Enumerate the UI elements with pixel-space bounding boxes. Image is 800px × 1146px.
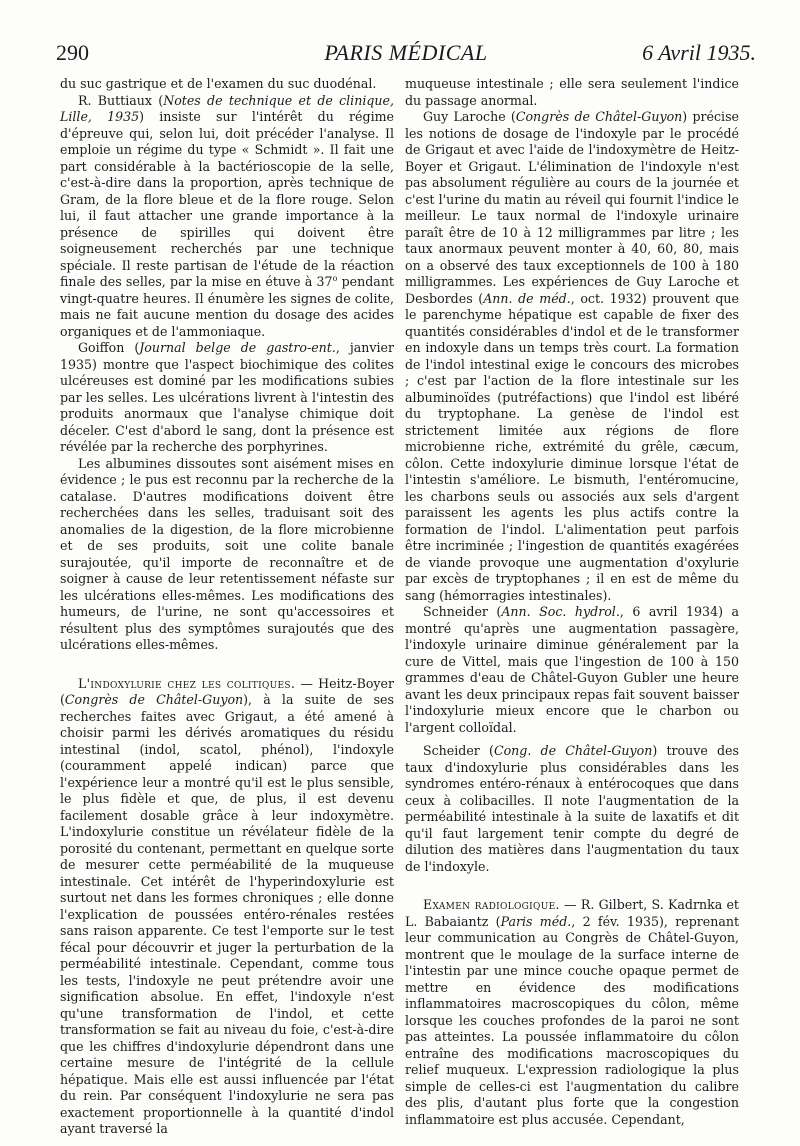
degree-sign: o — [332, 273, 338, 283]
paragraph-goiffon: Goiffon (Journal belge de gastro-ent., janvier 1935) montre que l'aspect biochimique des colites ulcéreuses est dominé par les modifications subies par les selles. Les ulcérations livrent à l'intestin des produits anormaux que l'analyse chimique doit déceler. C'est d'abord le sang, dont la présence est révélée par la recherche des porphyrines. — [60, 340, 394, 454]
paragraph-text: pendant vingt-quatre heures. Il énumère les signes de colite, mais ne fait aucune mention du dosage des acides organiques et de l'ammoniaque. — [60, 274, 394, 339]
paragraph-text: , janvier 1935) montre que l'aspect biochimique des colites ulcéreuses est dominé par les modifications subies par les selles. Les ulcérations livrent à l'intestin des produits anormaux que l'analyse chimique doit déceler. C'est d'abord le sang, dont la présence est révélée par la recherche des porphyrines. — [60, 340, 394, 454]
author-name: Schneider ( — [423, 604, 502, 619]
author-name: Guy Laroche ( — [423, 109, 516, 124]
citation: Cong. de Châtel-Guyon — [493, 743, 653, 758]
citation: Ann. de méd. — [483, 290, 571, 306]
right-column — [405, 76, 739, 1128]
paragraph-schneider — [405, 604, 739, 736]
page-number: 290 — [56, 40, 89, 65]
citation: Ann. Soc. hydrol. — [501, 604, 620, 619]
issue-date: 6 Avril 1935. — [642, 40, 756, 65]
paragraph-buttiaux: R. Buttiaux (Notes de technique et de clinique, Lille, 1935) insiste sur l'intérêt du régime d'épreuve qui, selon lui, doit précéder l'analyse. Il emploie un régime du type « Schmidt ». Il fait une part considérable à la bactérioscopie de la selle, c'est-à-dire dans la proportion, après technique de Gram, de la flore bleue et de la flore rouge. Selon lui, il faut attacher une grande importance à la présence de spirilles qui doivent être soigneusement recherchés par une technique spéciale. Il reste partisan de l'étude de la réaction finale des selles, par la mise en étuve à 37$^o$ pendant vingt-quatre heures. Il énumère les signes de colite, mais ne fait aucune mention du dosage des acides organiques et de l'ammoniaque. — [60, 92, 394, 339]
citation: Notes de technique et de clinique, Lille, 1935 — [60, 92, 394, 124]
paragraph-text: ), à la suite de ses recherches faites avec Grigaut, a été amené à choisir parmi les dérivés aromatiques du résidu intestinal (indol, scatol, phénol), l'indoxyle (couramment appelé indican) parce que l'expérience leur a montré qu'il est le plus sensible, le plus fidèle et que, de plus, il est devenu facilement dosable grâce à leur indoxymètre. L'indoxylurie constitue un révélateur fidèle de la porosité du contenant, permettant en quelque sorte de mesurer cette perméabilité de la muqueuse intestinale. Cet intérêt de l'hyperindoxylurie est surtout net dans les formes chroniques ; elle donne l'explication de poussées entéro-rénales restées sans raison apparente. Ce test l'emporte sur le test fécal pour découvrir et juger la perturbation de la perméabilité intestinale. Cependant, comme tous les tests, l'indoxyle ne peut prétendre avoir une signification absolue. En effet, l'indoxyle n'est qu'une transformation de l'indol, et cette transformation se fait au niveau du foie, c'est-à-dire que les chiffres d'indoxylurie dépendront dans une certaine mesure de l'intégrité de la cellule hépatique. Mais elle est aussi influencée par l'état du rein. Par conséquent l'indoxylurie ne sera pas exactement proportionnelle à la quantité d'indol ayant traversé la — [60, 692, 394, 1136]
citation: Paris méd. — [500, 913, 572, 929]
paragraph-text: — Heitz-Boyer ( — [60, 675, 394, 707]
paragraph-indoxylurie — [60, 676, 394, 1138]
paragraph-laroche — [405, 109, 739, 604]
paragraph-albumines: Les albumines dissoutes sont aisément mises en évidence ; le pus est reconnu par la recherche de la catalase. D'autres modifications doivent être recherchées dans les selles, traduisant soit des anomalies de la digestion, de la flore microbienne et de ses produits, soit une colite banale surajoutée, qu'il importe de reconnaître et de soigner à cause de leur retentissement néfaste sur les ulcérations elles-mêmes. Les modifications des humeurs, de l'urine, ne sont qu'accessoires et résultent plus des symptômes surajoutés que des ulcérations elles-mêmes. — [60, 455, 394, 652]
author-name: Goiffon — [78, 340, 125, 355]
paragraph-text: , oct. 1932) prouvent que le parenchyme hépatique est capable de fixer des quantités considérables d'indol et de le transformer en indoxyle dans un temps très court. La formation de l'indol intestinal exige le concours des microbes ; c'est par l'action de la flore intestinale sur les albuminoïdes (putréfactions) que l'indol est libéré du tryptophane. La genèse de l'indol est strictement limitée aux régions de flore microbienne riche, extrémité du grêle, cæcum, côlon. Cette indoxylurie diminue lorsque l'état de l'intestin s'améliore. Le bismuth, l'entéromucine, les charbons seuls ou associés aux sels d'argent paraissent les agents les plus actifs contre la formation de l'indol. L'alimentation peut parfois être incriminée ; l'ingestion de quantités exagérées de viande provoque une augmentation d'oxylurie par excès de tryptophanes ; il en est de même du sang (hémorragies intestinales). — [405, 290, 739, 603]
paragraph-scheider — [405, 743, 739, 875]
paragraph-text: insiste sur l'intérêt du régime d'épreuve qui, selon lui, doit précéder l'analyse. Il emploie un régime du type « Schmidt ». Il fait une part considérable à la bactérioscopie de la selle, c'est-à-dire dans la proportion, après technique de Gram, de la flore bleue et de la flore rouge. Selon lui, il faut attacher une grande importance à la présence de spirilles qui doivent être soigneusement recherchés par une technique spéciale. Il reste partisan de l'étude de la réaction finale des selles, par la mise en étuve à 37 — [60, 109, 394, 289]
left-column — [60, 76, 394, 1138]
section-heading: Examen radiologique. — [423, 897, 560, 912]
paragraph-text: ) trouve des taux d'indoxylurie plus considérables dans les syndromes entéro-rénaux à entérocoques que dans ceux à colibacilles. Il note l'augmentation de la perméabilité intestinale à la suite de laxatifs et dit qu'il faut largement tenir compte du degré de dilution des matières dans l'augmentation du taux de l'indoxyle. — [405, 743, 739, 874]
paragraph-text: — R. Gilbert, S. Kadrnka et L. Babaiantz ( — [405, 897, 739, 929]
citation: Congrès de Châtel-Guyon — [515, 109, 683, 124]
journal-title: PARIS MÉDICAL — [324, 40, 488, 65]
author-name: R. Buttiaux — [78, 92, 152, 108]
section-heading: L'indoxylurie chez les colitiques. — [78, 675, 296, 691]
paragraph-text: , 2 fév. 1935), reprenant leur communication au Congrès de Châtel-Guyon, montrent que le moulage de la surface interne de l'intestin par une mince couche opaque permet de mettre en évidence des modifications inflammatoires macroscopiques du côlon, même lorsque les couches profondes de la paroi ne sont pas atteintes. La poussée inflammatoire du côlon entraîne des modifications macroscopiques du relief muqueux. L'expression radiologique la plus simple de celles-ci est l'augmentation du calibre des plis, d'autant plus forte que la congestion inflammatoire est plus accusée. Cependant, — [405, 913, 740, 1127]
paragraph-continuation: du suc gastrique et de l'examen du suc duodénal. — [60, 76, 377, 91]
author-name: Scheider ( — [423, 743, 494, 758]
running-header — [56, 40, 756, 68]
paragraph-text: ) précise les notions de dosage de l'indoxyle par le procédé de Grigaut et avec l'aide de l'indoxymètre de Heitz-Boyer et Grigaut. L'élimination de l'indoxyle n'est pas absolument régulière au cours de la journée et c'est l'urine du matin au réveil qui fournit l'indice le meilleur. Le taux normal de l'indoxyle urinaire paraît être de 10 à 12 milligrammes par litre ; les taux anormaux peuvent monter à 40, 60, 80, mais on a observé des taux exceptionnels de 100 à 180 milligrammes. Les expériences de Guy Laroche et Desbordes ( — [405, 109, 740, 306]
paragraph-text: , 6 avril 1934) a montré qu'après une augmentation passagère, l'indoxyle urinaire diminue généralement par la cure de Vittel, mais que l'ingestion de 100 à 150 grammes d'eau de Châtel-Guyon Gubler une heure avant les deux principaux repas fait souvent baisser l'indoxylurie mieux encore que le charbon ou l'argent colloïdal. — [405, 604, 739, 735]
citation: Journal belge de gastro-ent. — [139, 340, 336, 355]
citation: Congrès de Châtel-Guyon — [64, 692, 244, 707]
paragraph-radiologique — [405, 897, 739, 1128]
paragraph-continuation: muqueuse intestinale ; elle sera seulement l'indice du passage anormal. — [405, 76, 739, 108]
